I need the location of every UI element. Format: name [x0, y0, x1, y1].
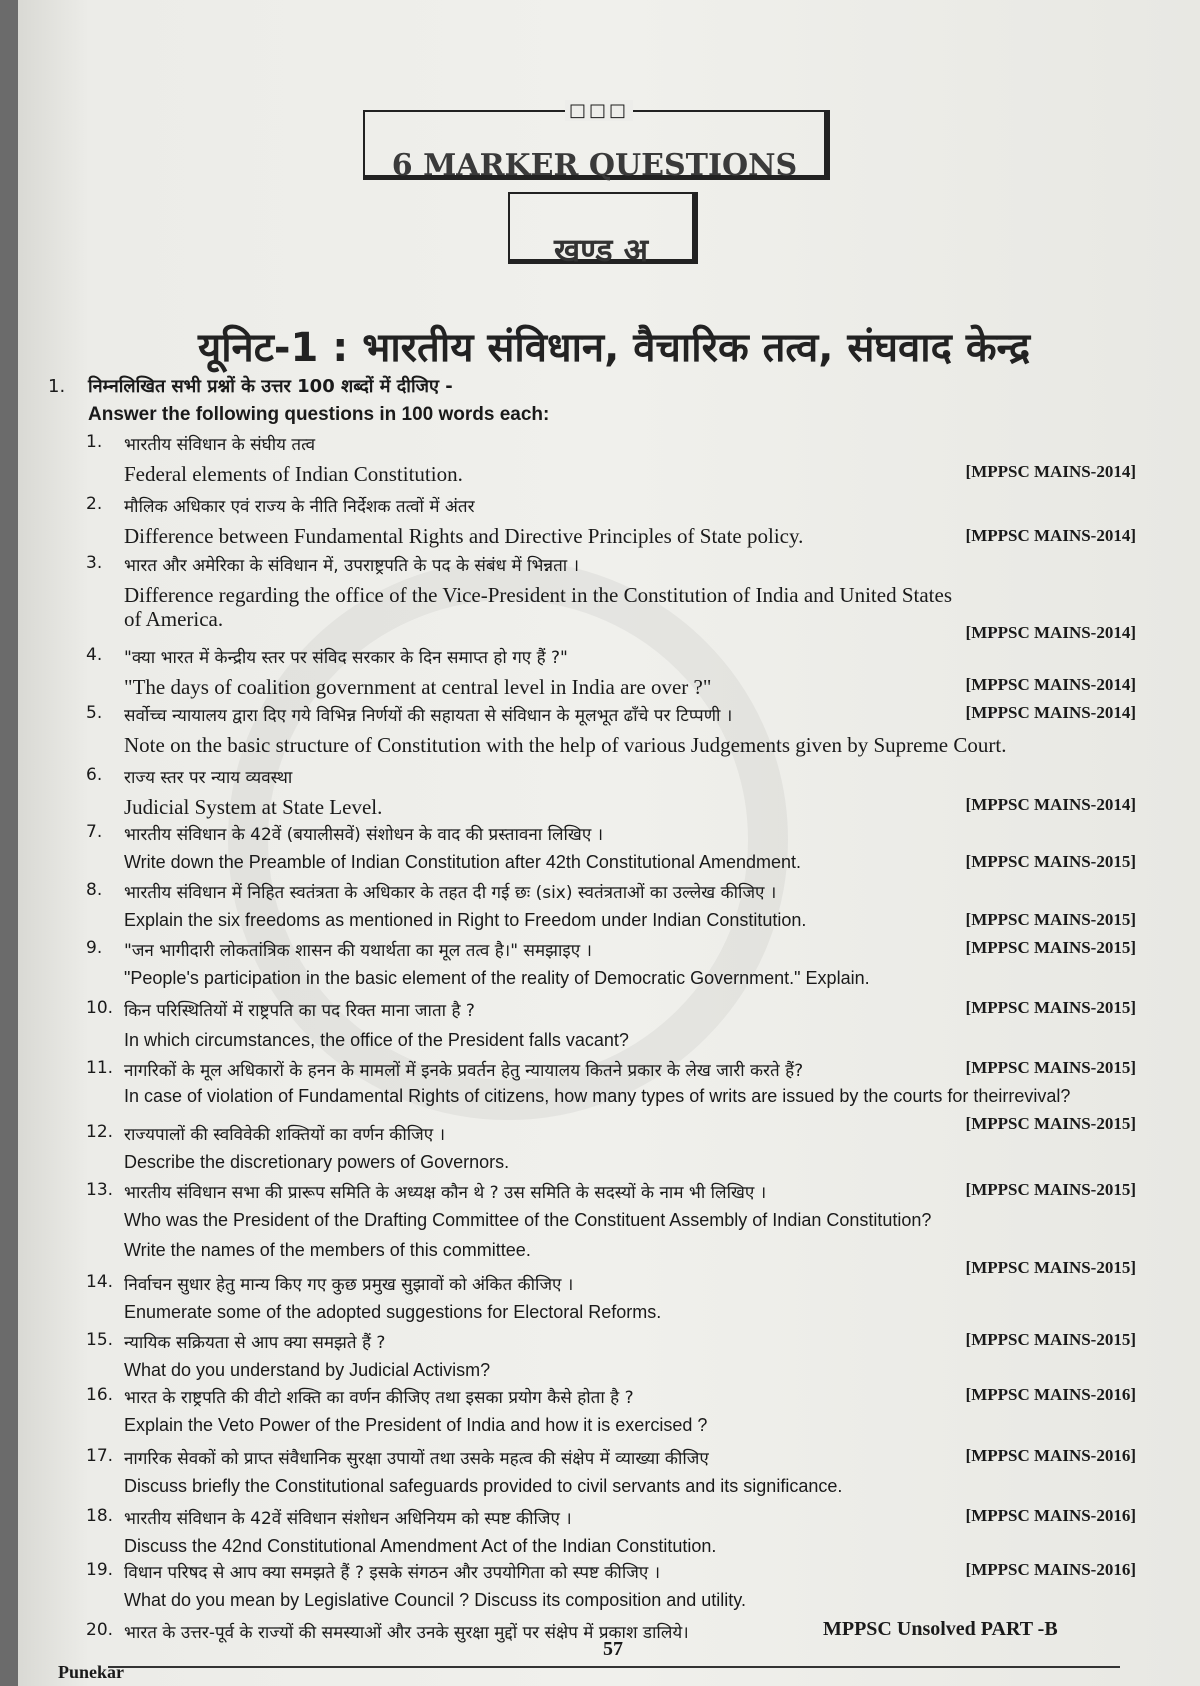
- question-number: 15.: [86, 1330, 114, 1350]
- section-label: खण्ड अ: [553, 231, 649, 269]
- footer-book-title: MPPSC Unsolved PART -B: [823, 1618, 1058, 1640]
- exam-tag: [MPPSC MAINS-2015]: [965, 1330, 1136, 1349]
- question-number: 14.: [86, 1272, 114, 1292]
- footer-rule: [108, 1666, 1120, 1668]
- question-hindi: राज्य स्तर पर न्याय व्यवस्था: [124, 768, 293, 788]
- question-number: 1.: [86, 432, 103, 452]
- page-edge: [0, 0, 18, 1686]
- question-hindi: भारत और अमेरिका के संविधान में, उपराष्ट्रपति के पद के संबंध में भिन्नता ।: [124, 556, 580, 576]
- question-english: In case of violation of Fundamental Rights of citizens, how many types of writs are issued by the courts for theirrevival?: [124, 1086, 1071, 1106]
- question-hindi: भारतीय संविधान के 42वें संविधान संशोधन अधिनियम को स्पष्ट कीजिए ।: [124, 1509, 572, 1529]
- exam-tag: [MPPSC MAINS-2015]: [965, 852, 1136, 871]
- question-english: Describe the discretionary powers of Governors.: [124, 1152, 510, 1172]
- question-english: Explain the Veto Power of the President of India and how it is exercised ?: [124, 1415, 708, 1435]
- exam-tag: [MPPSC MAINS-2014]: [965, 703, 1136, 722]
- exam-tag: [MPPSC MAINS-2015]: [965, 998, 1136, 1017]
- question-number: 13.: [86, 1180, 114, 1200]
- exam-tag: [MPPSC MAINS-2016]: [965, 1560, 1136, 1579]
- question-number: 19.: [86, 1560, 114, 1580]
- question-english-cont: Write the names of the members of this committee.: [124, 1240, 531, 1260]
- question-number: 5.: [86, 703, 103, 723]
- question-number: 2.: [86, 494, 103, 514]
- question-number: 7.: [86, 822, 103, 842]
- question-hindi: मौलिक अधिकार एवं राज्य के नीति निर्देशक तत्वों में अंतर: [124, 497, 475, 517]
- exam-tag: [MPPSC MAINS-2015]: [965, 1258, 1136, 1277]
- question-number: 16.: [86, 1385, 114, 1405]
- question-english: Write down the Preamble of Indian Constitution after 42th Constitutional Amendment.: [124, 852, 802, 872]
- instruction-english: Answer the following questions in 100 words each:: [88, 404, 550, 425]
- question-english: What do you understand by Judicial Activism?: [124, 1360, 491, 1380]
- question-hindi: निर्वाचन सुधार हेतु मान्य किए गए कुछ प्रमुख सुझावों को अंकित कीजिए ।: [124, 1275, 574, 1295]
- exam-tag: [MPPSC MAINS-2014]: [965, 623, 1136, 642]
- question-number: 10.: [86, 998, 114, 1018]
- exam-tag: [MPPSC MAINS-2015]: [965, 910, 1136, 929]
- question-english: "People's participation in the basic element of the reality of Democratic Government." Explain.: [124, 968, 870, 988]
- exam-tag: [MPPSC MAINS-2014]: [965, 675, 1136, 694]
- question-number: 11.: [86, 1058, 114, 1078]
- exam-tag: [MPPSC MAINS-2015]: [965, 938, 1136, 957]
- question-english: Discuss briefly the Constitutional safeguards provided to civil servants and its significance.: [124, 1476, 843, 1496]
- page-number: 57: [603, 1638, 623, 1660]
- question-number: 8.: [86, 880, 103, 900]
- question-hindi: "क्या भारत में केन्द्रीय स्तर पर संविद सरकार के दिन समाप्त हो गए हैं ?": [124, 648, 568, 668]
- question-hindi: न्यायिक सक्रियता से आप क्या समझते हैं ?: [124, 1333, 386, 1353]
- section-number: 1.: [48, 376, 66, 397]
- question-hindi: भारतीय संविधान के संघीय तत्व: [124, 435, 316, 455]
- section-box: [508, 192, 698, 269]
- question-hindi: नागरिक सेवकों को प्राप्त संवैधानिक सुरक्षा उपायों तथा उसके महत्व की संक्षेप में व्याख्या कीजिए: [124, 1449, 709, 1469]
- exam-tag: [MPPSC MAINS-2016]: [965, 1446, 1136, 1465]
- heading-title: 6 MARKER QUESTIONS: [391, 148, 798, 183]
- question-hindi: भारतीय संविधान के 42वें (बयालीसवें) संशोधन के वाद की प्रस्तावना लिखिए ।: [124, 825, 604, 845]
- question-english-cont: of America.: [124, 607, 224, 631]
- question-hindi: सर्वोच्च न्यायालय द्वारा दिए गये विभिन्न निर्णयों की सहायता से संविधान के मूलभूत ढाँचे पर टिप्पणी ।: [124, 706, 733, 726]
- exam-tag: [MPPSC MAINS-2014]: [965, 462, 1136, 481]
- question-hindi: भारत के उत्तर-पूर्व के राज्यों की समस्याओं और उनके सुरक्षा मुद्दों पर संक्षेप में प्रकाश डालिये।: [124, 1623, 689, 1643]
- question-english: Judicial System at State Level.: [124, 795, 383, 819]
- exam-tag: [MPPSC MAINS-2016]: [965, 1385, 1136, 1404]
- question-number: 3.: [86, 553, 103, 573]
- question-english: Explain the six freedoms as mentioned in Right to Freedom under Indian Constitution.: [124, 910, 807, 930]
- question-hindi: किन परिस्थितियों में राष्ट्रपति का पद रिक्त माना जाता है ?: [124, 1001, 475, 1021]
- question-number: 12.: [86, 1122, 114, 1142]
- question-number: 18.: [86, 1506, 114, 1526]
- question-english: "The days of coalition government at central level in India are over ?": [124, 675, 712, 699]
- question-number: 20.: [86, 1620, 114, 1640]
- page: [18, 0, 1200, 1686]
- question-hindi: भारत के राष्ट्रपति की वीटो शक्ति का वर्णन कीजिए तथा इसका प्रयोग कैसे होता है ?: [124, 1388, 634, 1408]
- question-english: Federal elements of Indian Constitution.: [124, 462, 463, 486]
- unit-title: यूनिट-1 : भारतीय संविधान, वैचारिक तत्व, संघवाद केन्द्र: [198, 325, 1031, 371]
- question-hindi: "जन भागीदारी लोकतांत्रिक शासन की यथार्थता का मूल तत्व है।" समझाइए ।: [124, 941, 592, 961]
- question-hindi: विधान परिषद से आप क्या समझते हैं ? इसके संगठन और उपयोगिता को स्पष्ट कीजिए ।: [124, 1563, 661, 1583]
- question-english: What do you mean by Legislative Council ? Discuss its composition and utility.: [124, 1590, 746, 1610]
- question-english: Who was the President of the Drafting Committee of the Constituent Assembly of Indian Constitution?: [124, 1210, 932, 1230]
- question-hindi: नागरिकों के मूल अधिकारों के हनन के मामलों में इनके प्रवर्तन हेतु न्यायालय कितने प्रकार के लेख जारी करते हैं?: [124, 1061, 804, 1081]
- question-english: Difference between Fundamental Rights and Directive Principles of State policy.: [124, 524, 804, 548]
- question-english: Discuss the 42nd Constitutional Amendment Act of the Indian Constitution.: [124, 1536, 717, 1556]
- question-hindi: राज्यपालों की स्वविवेकी शक्तियों का वर्णन कीजिए ।: [124, 1125, 446, 1145]
- instruction-hindi: निम्नलिखित सभी प्रश्नों के उत्तर 100 शब्दों में दीजिए -: [88, 376, 453, 397]
- exam-tag: [MPPSC MAINS-2015]: [965, 1058, 1136, 1077]
- exam-tag: [MPPSC MAINS-2015]: [965, 1180, 1136, 1199]
- question-number: 6.: [86, 765, 103, 785]
- footer-publisher: Punekar: [58, 1662, 125, 1682]
- heading-box: [363, 100, 830, 183]
- exam-tag: [MPPSC MAINS-2014]: [965, 795, 1136, 814]
- exam-tag: [MPPSC MAINS-2014]: [965, 526, 1136, 545]
- header-icons: □□□: [565, 100, 633, 121]
- question-number: 17.: [86, 1446, 114, 1466]
- question-hindi: भारतीय संविधान में निहित स्वतंत्रता के अधिकार के तहत दी गई छः (six) स्वतंत्रताओं का उल्लेख कीजिए ।: [124, 883, 777, 903]
- exam-tag: [MPPSC MAINS-2016]: [965, 1506, 1136, 1525]
- question-english: Enumerate some of the adopted suggestions for Electoral Reforms.: [124, 1302, 662, 1322]
- question-number: 4.: [86, 645, 103, 665]
- question-english: Note on the basic structure of Constitution with the help of various Judgements given by Supreme Court.: [124, 733, 1007, 757]
- question-english: In which circumstances, the office of the President falls vacant?: [124, 1030, 629, 1050]
- question-hindi: भारतीय संविधान सभा की प्रारूप समिति के अध्यक्ष कौन थे ? उस समिति के सदस्यों के नाम भी लिखिए ।: [124, 1183, 767, 1203]
- question-english: Difference regarding the office of the Vice-President in the Constitution of India and United States: [124, 583, 953, 607]
- exam-tag: [MPPSC MAINS-2015]: [965, 1114, 1136, 1133]
- question-number: 9.: [86, 938, 103, 958]
